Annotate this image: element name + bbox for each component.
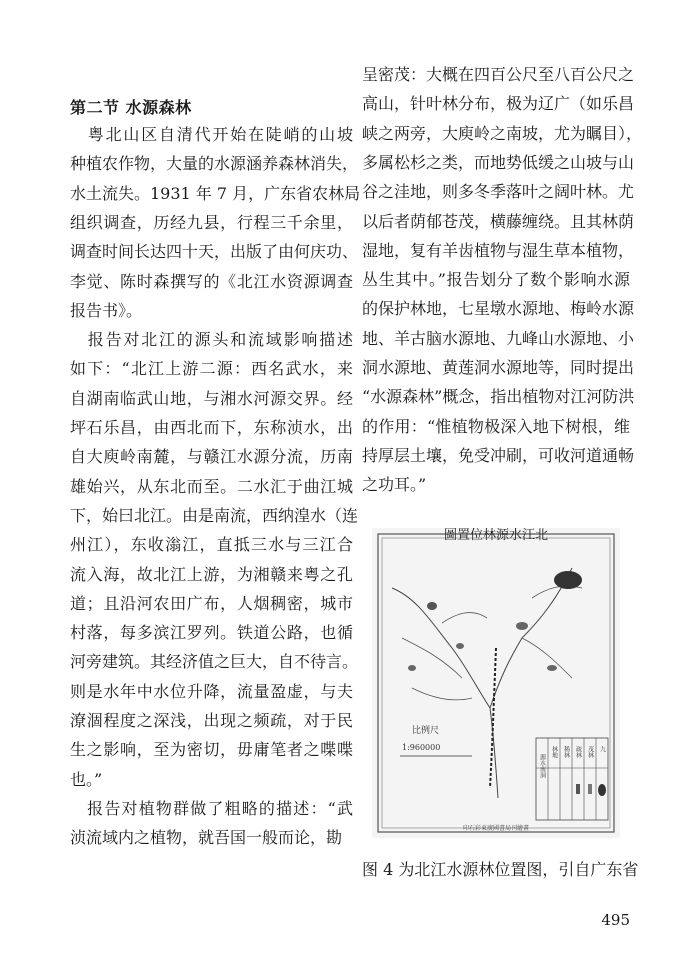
text-line: 呈密茂：大概在四百公尺至八百公尺之 [362,65,635,84]
text-line: 谷之洼地，则多冬季落叶之阔叶林。尤 [362,182,635,202]
text-line: 持厚层土壤，免受冲刷，可收河道通畅 [362,445,635,465]
text-line: 种植农作物，大量的水源涵养森林消失， [70,154,359,174]
text-line: 则是水年中水位升降，流量盈虚，与夫 [70,681,353,701]
text-line: 多属松杉之类，而地势低缓之山坡与山 [362,152,635,172]
map-image [372,528,620,838]
text-line: 下，始曰北江。由是南流，西纳湟水（连 [70,505,359,525]
text-line: 以后者荫郁苍茂，横藤缠绕。且其林荫 [362,211,635,231]
text-line: 水土流失。1931 年 7 月，广东省农林局 [70,183,361,203]
legend-header-3: 稀林 [562,746,570,758]
section-heading: 第二节 水源森林 [70,98,192,117]
text-line: 丛生其中。”报告划分了数个影响水源 [362,270,630,290]
legend-header-1: 源水南洞 [538,754,546,778]
text-line: 也。” [70,769,103,789]
map-scale-value: 1:960000 [402,743,441,752]
text-line: 坪石乐昌，由西北而下，东称浈水，出 [70,418,353,437]
text-line: 组织调查，历经九县，行程三千余里， [70,212,353,232]
map-title: 圖置位林源水江北 [443,528,549,543]
text-line: 峡之两旁，大庾岭之南坡，尤为瞩目）， [362,123,643,143]
text-line: 浈流域内之植物，就吾国一般而论，勘 [70,828,343,848]
map-scale-label: 比例尺 [412,726,440,736]
map-footer: 印石彩東廣國書局刊繪畫 [462,825,530,832]
text-line: 潦涸程度之深浅，出现之频疏，对于民 [70,711,353,730]
text-line: 湿地，复有羊齿植物与湿生草本植物， [362,240,635,260]
text-line: 粤北山区自清代开始在陡峭的山坡 [70,125,353,144]
figure-caption: 图 4 为北江水源林位置图，引自广东省 [362,860,639,879]
text-line: 地、羊古脑水源地、九峰山水源地、小 [362,328,635,348]
text-line: 高山，针叶林分布，极为辽广（如乐昌 [362,94,635,114]
text-line: 报告对植物群做了粗略的描述：“武 [70,798,353,818]
text-line: 流入海，故北江上游，为湘赣来粤之孔 [70,564,353,584]
text-line: 的作用：“惟植物极深入地下树根，维 [362,416,630,436]
text-line: 调查时间长达四十天，出版了由何庆功、 [70,242,359,262]
legend-header-4: 疏林 [574,746,582,758]
page-number: 495 [601,911,630,929]
text-line: 州江），东收滃江，直抵三水与三江合 [70,535,353,555]
legend-header-6: 九 [598,746,606,752]
text-line: 报告对北江的源头和流域影响描述 [70,330,353,350]
text-line: 河旁建筑。其经济值之巨大，自不待言。 [70,652,359,672]
legend-header-2: 林地 [550,746,558,758]
text-line: 如下：“北江上游二源：西名武水，来 [70,359,353,379]
legend-header-5: 茂林 [586,746,594,758]
text-line: 生之影响，至为密切，毋庸笔者之喋喋 [70,740,353,760]
text-line: 道；且沿河农田广布，人烟稠密，城市 [70,593,353,613]
map-figure [372,528,620,838]
text-line: 村落，每多滨江罗列。铁道公路，也循 [70,623,353,643]
text-line: 自湖南临武山地，与湘水河源交界。经 [70,388,353,408]
text-line: 的保护林地，七星墩水源地、梅岭水源 [362,299,635,319]
text-line: 之功耳。” [362,475,427,495]
text-line: 自大庾岭南麓，与赣江水源分流，历南 [70,447,353,467]
text-line: 报告书》。 [70,300,143,320]
text-line: “水源森林”概念，指出植物对江河防洪 [362,387,635,407]
text-line: 雄始兴，从东北而至。二水汇于曲江城 [70,476,353,496]
text-line: 洞水源地、黄莲洞水源地等，同时提出 [362,358,635,377]
text-line: 李觉、陈时森撰写的《北江水资源调查 [70,271,353,291]
